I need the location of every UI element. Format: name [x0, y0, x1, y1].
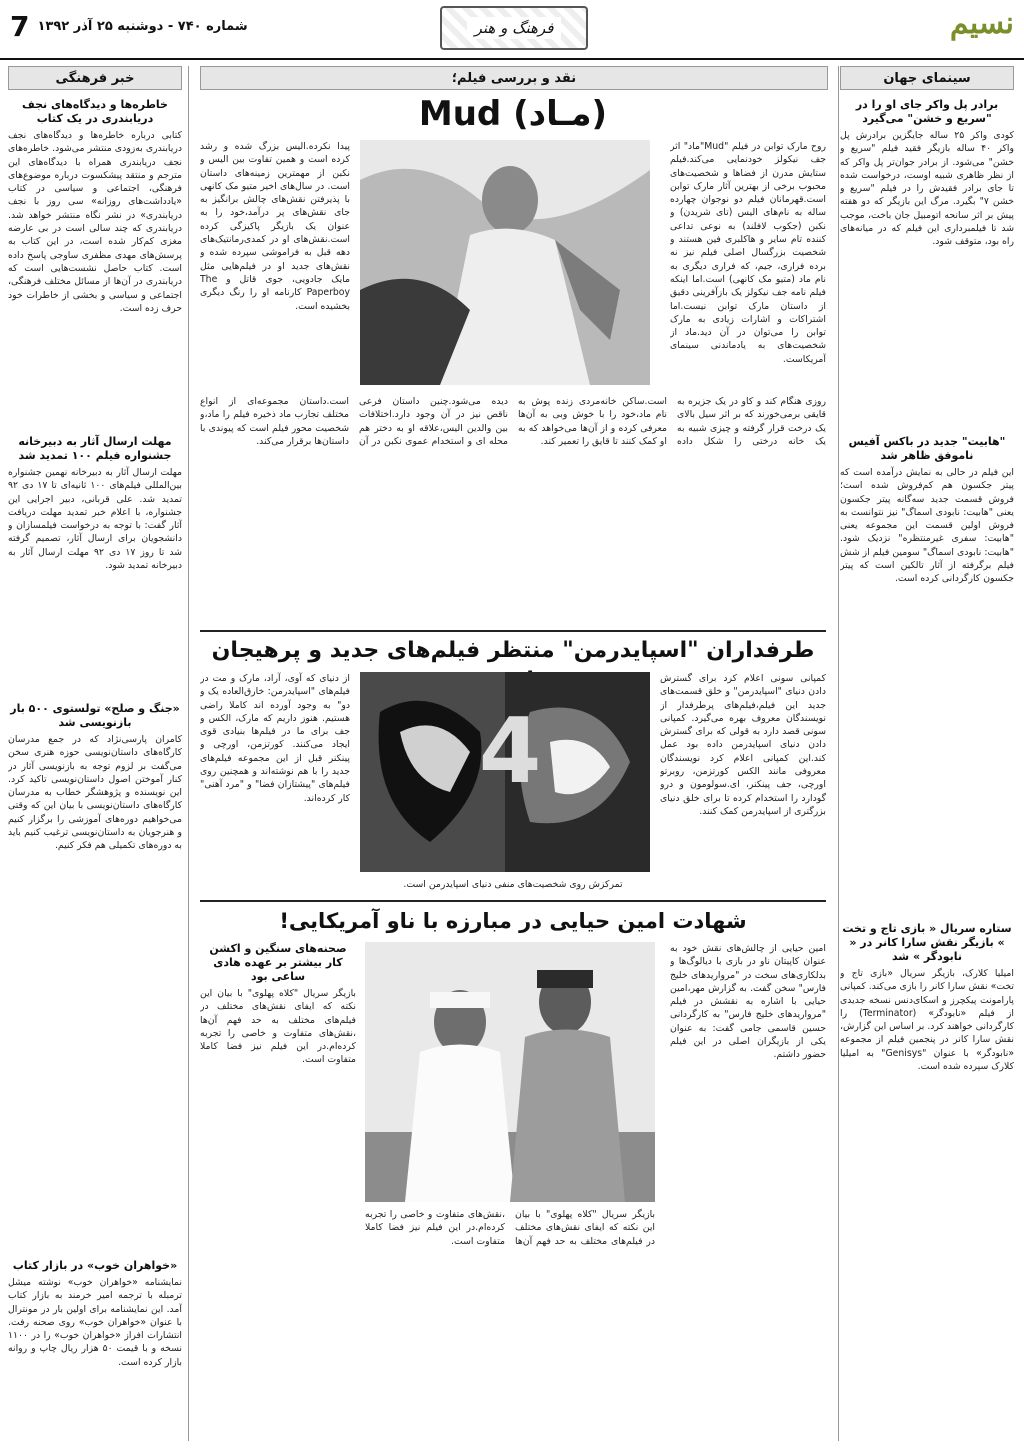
navy-body-center: بازیگر سریال "کلاه پهلوی" با بیان این نکته که ایفای نقش‌های مختلف در فیلم‌های مختلف به حد فهم آن‌ها ،نقش‌های متفاوت و خاصی را تجربه کرده‌ام.در این فیلم نیز فضا کاملا متفاوت است. [365, 1209, 655, 1247]
article-body: نمایشنامه «خواهران خوب» نوشته میشل ترمبله با ترجمه امیر خرمند به بازار کتاب آمد. این نمایشنامه برای اولین بار در مونترال با عنوان «خواهران خوب» روی صحنه رفت. انتشارات افراز «خواهران خوب» را در ۱۱۰۰ نسخه و با قیمت ۵۰ هزار ریال چاپ و روانه بازار کرده است. [8, 1277, 182, 1368]
navy-left-column [200, 942, 356, 1432]
page-number: 7 [10, 10, 30, 43]
article-title: مهلت ارسال آثار به دبیرخانه جشنواره فیلم ۱۰۰ تمدید شد [18, 435, 172, 462]
column-divider [188, 66, 189, 1441]
cultural-news-header [8, 66, 182, 90]
section-rule [200, 630, 826, 632]
world-cinema-header-label: سینمای جهان [883, 70, 971, 86]
navy-photo-illustration [365, 942, 655, 1202]
review-body-lower-right: روزی هنگام کند و کاو در یک جزیره به قایقی برمی‌خورند که بر اثر سیل بالای یک درخت قرار گرفته و چیزی شبیه به یک خانه درختی را شکل داده است.ساکن خانه‌مردی زنده پوش به نام ماد،خود را با خوش وبی به آن‌ها معرفی کرده و از آن‌ها می‌خواهد که به او کمک کنند تا قایق را تعمیر کند. [518, 396, 826, 447]
article-body: مهلت ارسال آثار به دبیرخانه نهمین جشنواره بین‌المللی فیلم‌های ۱۰۰ ثانیه‌ای تا ۱۷ دی ۹۲ تمدید شد. علی قربانی، دبیر اجرایی این جشنواره، با اعلام خبر تمدید مهلت دریافت آثار گفت: با توجه به درخواست فیلمسازان و دانشجویان برای ارسال آثار، تصمیم گرفته شد تا روز ۱۷ دی ۹۲ مهلت ارسال آثار به دبیرخانه تمدید شود. [8, 467, 182, 572]
actor-illustration [360, 140, 650, 385]
actor-photo [360, 140, 650, 385]
world-cinema-header [840, 66, 1014, 90]
article-body: کودی واکر ۲۵ ساله جایگزین برادرش پل واکر ۴۰ ساله بازیگر فقید فیلم "سریع و خشن" می‌شود. از برادر جوان‌تر پل واکر که از نظر ظاهری شبیه اوست، درخواست شده تا جای برادر فقیدش را در فیلم "سریع و خشن ۷" بگیرد. مرگ این بازیگر که دو هفته پیش بر اثر سانحه اتومبیل جان باخت، موجب شد تا فیلمبرداری این فیلم که در میانه‌های راه بود، متوقف شود. [840, 130, 1014, 248]
navy-headline: شهادت امین حیایی در مبارزه با ناو آمریکایی! [279, 909, 747, 933]
spiderman-body-right: کمپانی سونی اعلام کرد برای گسترش دادن دنیای "اسپایدرمن" و خلق قسمت‌های جدید این فیلم،فیلم‌های پرطرفدار از نویسندگان معروف بهره می‌گیرد. کمپانی سونی قصد دارد به قولی که برای گسترش دادن دنیای اسپایدرمن داده بود عمل کند.این کمپانی اعلام کرد نویسندگان معروفی مانند الکس کورتزمن، روبرتو اورچی، جف پینکنر، ای.سولومون و درو گودارد را استخدام کرده تا برای خلق دنیای بزرگتری از اسپایدرمن کمک کنند. [660, 673, 826, 817]
spiderman-body-left: از دنیای که آوی، آراد، مارک و مت در فیلم‌های "اسپایدرمن: خارق‌العاده یک و دو" به وجود آورده اند کاملا راضی هستیم. هنوز داریم که مارک، الکس و جف برای ما در فیلم‌ها بنیادی قوی ایجاد می‌کنند. کورتزمن، اورچی و پینکنر قبل از این مجموعه فیلم‌های جدید را با هم نوشته‌اند و همچنین روی فیلم‌های "پیشتازان فضا" و "مرد آهنی" کار کرده‌اند. [200, 673, 350, 804]
issue-info [10, 10, 248, 43]
spiderman-poster [360, 672, 650, 872]
navy-subhead: صحنه‌های سنگین و اکشن کار بیشتر بر عهده هادی ساعی بود [209, 942, 347, 983]
article-title: برادر پل واکر جای او را در "سریع و خشن" می‌گیرد [855, 98, 999, 125]
review-body-left: پیدا نکرده.الیس بزرگ شده و رشد کرده است و همین تفاوت بین الیس و نکبن از مهمترین زمینه‌های داستان است. در سال‌های اخیر متیو مک کانهی با پذیرفتن نقش‌های چالش برانگیز به جای نقش‌های پر درآمد،خود را به عنوان یک بازیگر پاکیزگی کرده است.نقش‌های او در کمدی‌رمانتیک‌های دهه قبل به فراموشی سپرده شده و نقش‌های جدید او در فیلم‌هایی مثل مایک جادویی، جوی قاتل و The Paperboy کارنامه او را رنگ دیگری بخشیده است. [200, 141, 350, 312]
article-body: این فیلم در حالی به نمایش درآمده است که پیتر جکسون هم کم‌فروش شده است؛ فروش قسمت جدید سه‌گانه پیتر جکسون یعنی "هابیت: نابودی اسماگ" نیز نتوانست به فروش اولین قسمت این مجموعه یعنی "هابیت: سفری غیرمنتظره" نزدیک شود. "هابیت: نابودی اسماگ" سومین فیلم از شش فیلم برگرفته از آثار تالکین است که پیتر جکسون کارگردانی کرده است. [840, 467, 1014, 585]
issue-date: شماره ۷۴۰ - دوشنبه ۲۵ آذر ۱۳۹۲ [37, 19, 248, 34]
review-title: Mud (مـاد) [418, 94, 608, 134]
svg-text:4: 4 [478, 699, 542, 804]
section-rule [200, 900, 826, 902]
section-badge [440, 6, 588, 50]
spiderman-headline: طرفداران "اسپایدرمن" منتظر فیلم‌های جدید و پرهیجان [211, 638, 815, 663]
article-title: «جنگ و صلح» تولستوی ۵۰۰ بار بازنویسی شد [10, 702, 180, 729]
article-body: امیلیا کلارک، بازیگر سریال «بازی تاج و تخت» نقش سارا کانر را بازی می‌کند. کمپانی پارامونت پیکچرز و اسکای‌دنس نسخه جدیدی از فیلم «نابودگر» (Terminator) را کارگردانی خواهند کرد. بر اساس این گزارش، نقش سارا کانر در پنجمین فیلم از مجموعه «نابودگر» با عنوان "Genisys" به امیلیا کلارک سپرده شده است. [840, 968, 1014, 1073]
navy-body-right: امین حیایی از چالش‌های نقش خود به عنوان کاپیتان ناو در بازی با دیالوگ‌ها و بدلکاری‌های سخت در "مروارید‌های خلیج فارس" سخن گفت. به گزارش مهر،امین حیایی با اشاره به نقشش در فیلم "مرواریدهای خلیج فارس" به کارگردانی حسین قاسمی جامی گفت: به عنوان یکی از بازیگران اصلی در این فیلم حضور داشتم. [670, 943, 826, 1061]
review-body-lower-left: دیده می‌شود.چنین داستان فرعی ناقص نیز در آن وجود دارد.اختلافات بین والدین الیس،علاقه او به دختر هم محله ای و استخدام عموی نکبن در آن است.داستان مجموعه‌ای از انواع مختلف تجارب ماد ذخیره فیلم را ماد،و شخصیت محور فیلم است که پیوندی با داستان‌ها برقرار می‌کند. [200, 396, 508, 447]
section-title: فرهنگ و هنر [467, 17, 562, 39]
column-divider [838, 66, 839, 1441]
article-body: کامران پارسی‌نژاد که در جمع مدرسان کارگاه‌های داستان‌نویسی حوزه هنری سخن می‌گفت بر لزوم توجه به بازنویسی آثار در کنار آموختن اصول داستان‌نویسی تاکید کرد. این نویسنده و پژوهشگر خطاب به مدرسان کارگاه‌های داستان‌نویسی با بیان این که وقتی می‌خواهیم دوره‌های آموزشی را برگزار کنیم و هنرجویان به داستان‌نویسی ترغیب کنیم باید به دوره‌های تکمیلی هم فکر کنیم. [8, 734, 182, 852]
navy-photo [365, 942, 655, 1202]
article-title: "هابیت" جدید در باکس آفیس ناموفق ظاهر شد [848, 435, 1006, 462]
review-kicker [200, 66, 828, 90]
spiderman-caption: تمرکزش روی شخصیت‌های منفی دنیای اسپایدرمن است. [403, 879, 623, 890]
spiderman-poster-illustration [360, 672, 650, 872]
review-body-right: روح مارک توابن در فیلم "Mud"ماد" اثر جف نیکولز خودنمایی می‌کند.فیلم ستایش مدرن از فضاها و شخصیت‌های محبوب برخی از بهترین آثار مارک توابن است.قهرمانان فیلم دو نوجوان چهارده ساله به نام‌های الیس (تای شریدن) و نکبن (جکوب لافلند) به نوعی تداعی کننده تام سایر و هاکلبری فین هستند و شخصیت بزرگسال اصلی فیلم نیز نه برده فراری، جیم، که فراری دیگری به نام ماد (متیو مک کانهی) است.اما اینکه فیلم نامه جف نیکولز یک بازآفرینی دقیق از داستان مارک توابن نیست.اما اشتراکات و اشارات زیادی به مارک توابن را می‌توان در آن دید.ماد از شخصیت‌های به یادماندنی سینمای آمریکاست. [670, 141, 826, 365]
review-kicker-label: نقد و بررسی فیلم؛ [451, 70, 577, 86]
cultural-news-header-label: خبر فرهنگی [55, 70, 135, 86]
navy-body-left: بازیگر سریال "کلاه پهلوی" با بیان این نکته که ایفای نقش‌های مختلف در فیلم‌های مختلف به حد فهم آن‌ها ،نقش‌های متفاوت و خاصی را تجربه کرده‌ام.در این فیلم نیز فضا کاملا متفاوت است. [200, 988, 356, 1066]
masthead [0, 0, 1024, 60]
article-title: خاطره‌ها و دیدگاه‌های نجف دریابندری در یک کتاب [22, 98, 168, 125]
article-title: «خواهران خوب» در بازار کتاب [12, 1259, 178, 1272]
world-cinema-column [840, 92, 1014, 1442]
newspaper-logo: نسیم [949, 6, 1014, 41]
article-title: ستاره سریال « بازی تاج و تخت » بازیگر نقش سارا کانر در « نابودگر » شد [842, 922, 1012, 963]
article-body: کتابی درباره خاطره‌ها و دیدگاه‌های نجف دریابندری به‌زودی منتشر می‌شود. خاطره‌های نجف دریابندری همراه با دیدگاه‌های این مترجم و منتقد پیشکسوت درباره موضوع‌های فرهنگی، اجتماعی و سیاسی در کتاب «یادداشت‌های روزانه» سی روز با نجف دریابندری» در نشر نگاه منتشر خواهد شد. دریابندری که چند سالی است در بی عارضه مغزی کم‌کار شده است، در این کتاب به پرسش‌های مهدی مظفری ساوجی پاسخ داده است. کتاب حاصل نشست‌هایی است که دریابندری در آن‌ها از مسائل مختلف فرهنگی، اجتماعی و سیاسی و بخشی از خاطرات خود حرف زده است. [8, 130, 182, 314]
cultural-news-column [8, 92, 182, 1442]
